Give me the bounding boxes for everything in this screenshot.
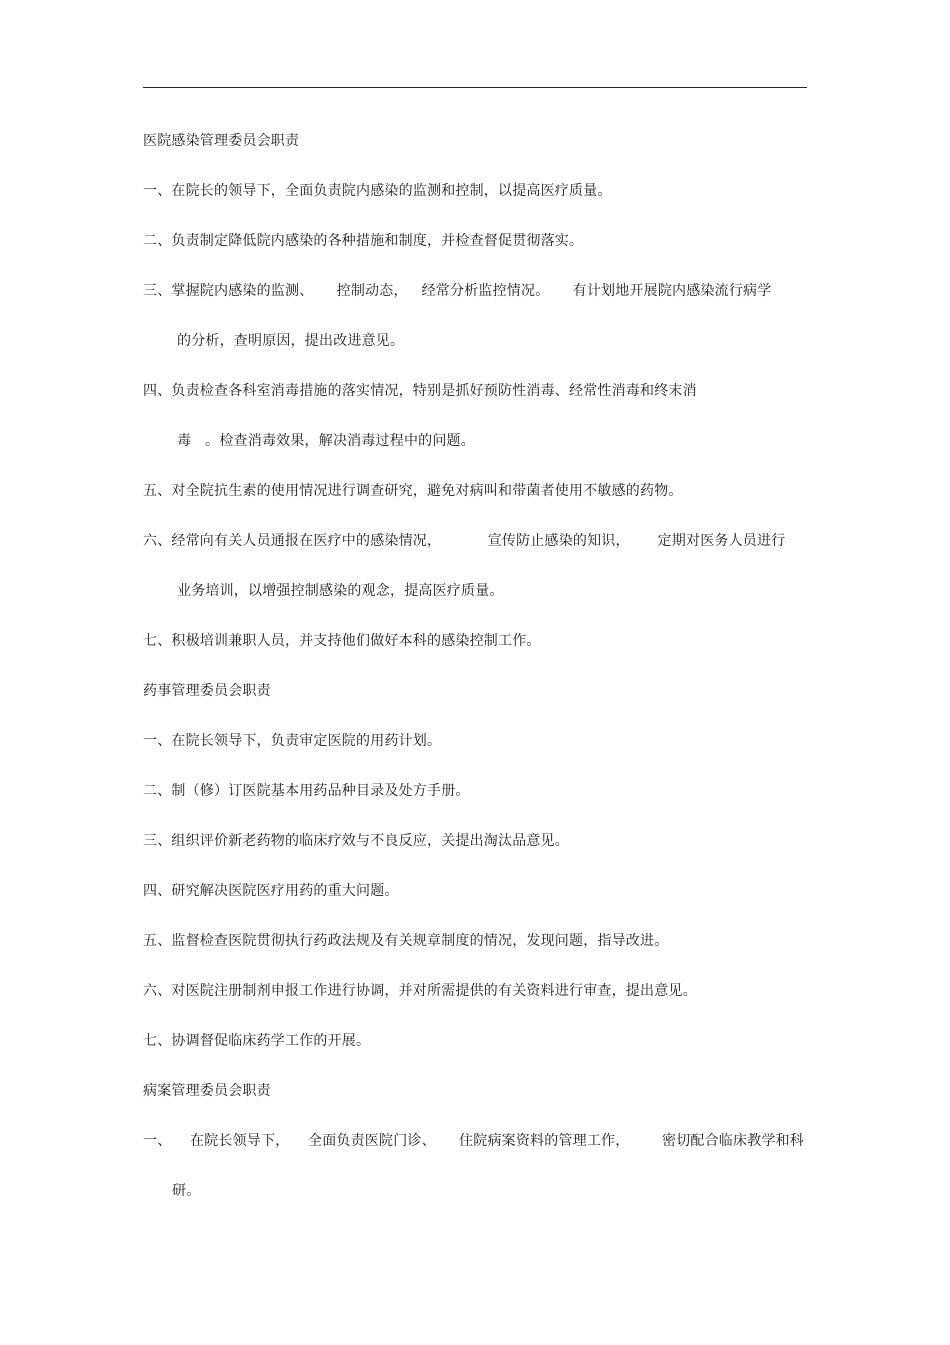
header-rule xyxy=(143,87,807,88)
paragraph-line: 四、研究解决医院医疗用药的重大问题。 xyxy=(143,883,399,899)
paragraph-line: 一、在院长领导下，负责审定医院的用药计划。 xyxy=(143,733,442,749)
paragraph-line: 五、监督检查医院贯彻执行药政法规及有关规章制度的情况，发现问题，指导改进。 xyxy=(143,933,669,949)
paragraph-line: 三、掌握院内感染的监测、 控制动态， 经常分析监控情况。 有计划地开展院内感染流行病学 xyxy=(143,283,772,299)
section-title-medical-records: 病案管理委员会职责 xyxy=(143,1083,271,1099)
paragraph-line: 二、制（修）订医院基本用药品种目录及处方手册。 xyxy=(143,783,470,799)
section-title-infection: 医院感染管理委员会职责 xyxy=(143,133,300,149)
paragraph-line: 四、负责检查各科室消毒措施的落实情况，特别是抓好预防性消毒、经常性消毒和终末消 xyxy=(143,383,697,399)
paragraph-line: 七、协调督促临床药学工作的开展。 xyxy=(143,1033,371,1049)
section-title-pharmacy: 药事管理委员会职责 xyxy=(143,683,271,699)
paragraph-line: 二、负责制定降低院内感染的各种措施和制度，并检查督促贯彻落实。 xyxy=(143,233,584,249)
paragraph-line: 六、经常向有关人员通报在医疗中的感染情况， 宣传防止感染的知识， 定期对医务人员进行 xyxy=(143,533,786,549)
paragraph-line: 三、组织评价新老药物的临床疗效与不良反应，关提出淘汰品意见。 xyxy=(143,833,569,849)
paragraph-line: 一、在院长的领导下，全面负责院内感染的监测和控制，以提高医疗质量。 xyxy=(143,183,612,199)
paragraph-line: 毒 。检查消毒效果，解决消毒过程中的问题。 xyxy=(177,433,475,449)
paragraph-line: 六、对医院注册制剂申报工作进行协调，并对所需提供的有关资料进行审查，提出意见。 xyxy=(143,983,697,999)
paragraph-line: 五、对全院抗生素的使用情况进行调查研究，避免对病叫和带菌者使用不敏感的药物。 xyxy=(143,483,683,499)
paragraph-line: 七、积极培训兼职人员，并支持他们做好本科的感染控制工作。 xyxy=(143,633,541,649)
paragraph-line: 研。 xyxy=(172,1183,201,1199)
paragraph-line: 一、 在院长领导下， 全面负责医院门诊、 住院病案资料的管理工作， 密切配合临床教学和科 xyxy=(143,1133,805,1149)
paragraph-line: 业务培训，以增强控制感染的观念，提高医疗质量。 xyxy=(177,583,504,599)
paragraph-line: 的分析，查明原因，提出改进意见。 xyxy=(177,333,405,349)
